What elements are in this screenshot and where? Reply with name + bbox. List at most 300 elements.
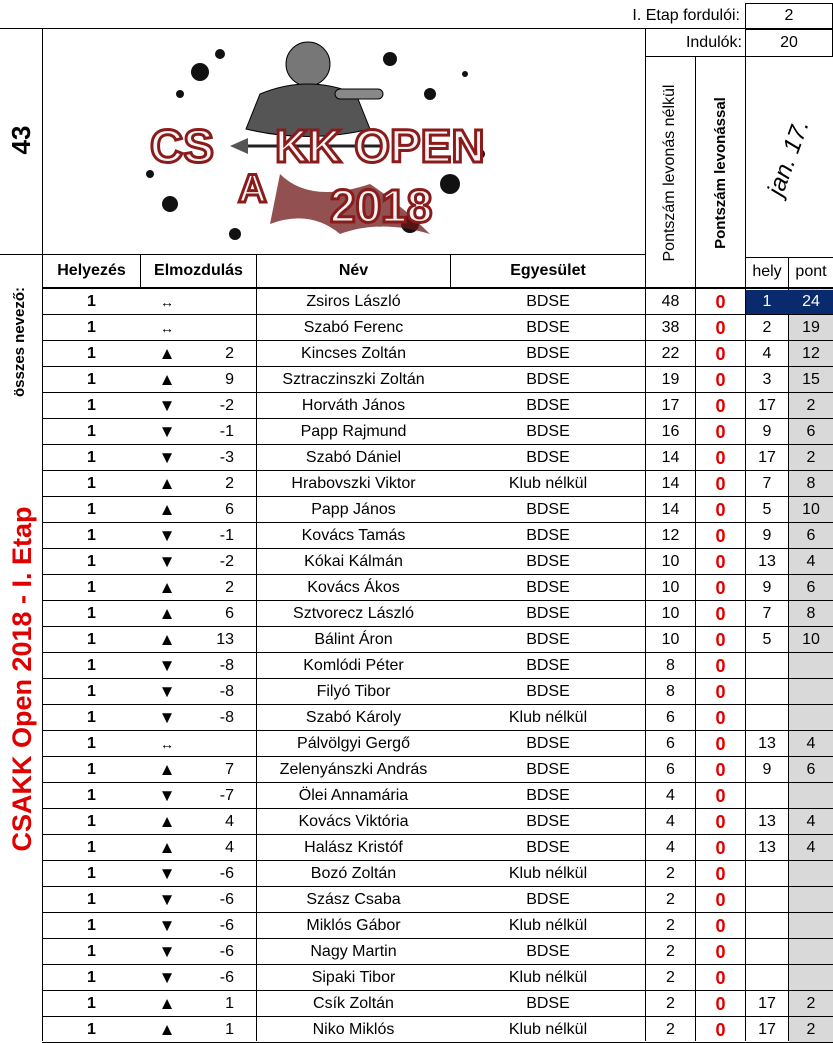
movement-arrow-icon: ▼ [158,864,176,883]
movement-arrow-icon: ▼ [158,890,176,909]
round-place: 17 [758,449,776,466]
rank-cell: 1 [87,839,96,856]
movement-arrow-icon: ▲ [158,500,176,519]
club-name: BDSE [526,683,570,700]
club-name: BDSE [526,891,570,908]
round-points: 19 [802,319,820,336]
points-with-deduction: 0 [715,577,726,598]
rank-cell: 1 [87,917,96,934]
round-points [789,861,833,887]
movement-delta: 2 [225,579,234,596]
points-with-deduction: 0 [715,967,726,988]
round-points: 2 [806,397,816,414]
movement-delta: 2 [225,475,234,492]
points-with-deduction: 0 [715,395,726,416]
header-place: hely [752,263,782,280]
divider [450,254,451,288]
movement-arrow-icon: ▼ [158,552,176,571]
club-name: Klub nélkül [508,969,588,986]
points-with-deduction: 0 [715,733,726,754]
points-with-deduction: 0 [715,603,726,624]
round-points: 4 [806,553,816,570]
movement-arrow-icon: ▲ [158,344,176,363]
player-name: Szabó Károly [305,709,402,726]
club-name: BDSE [526,761,570,778]
movement-arrow-icon: ▲ [158,474,176,493]
points-without-deduction: 14 [661,501,680,518]
rank-cell: 1 [87,449,96,466]
rounds-value: 2 [745,3,833,29]
round-points: 6 [806,579,816,596]
round-place: 17 [758,995,776,1012]
round-points: 10 [802,501,820,518]
points-with-deduction: 0 [715,369,726,390]
round-place [746,939,788,965]
points-with-deduction: 0 [715,343,726,364]
rank-cell: 1 [87,423,96,440]
round-place [746,705,788,731]
club-name: BDSE [526,605,570,622]
movement-arrow-icon: ▲ [158,630,176,649]
table-row [0,445,833,471]
round-place: 13 [758,813,776,830]
table-row [0,575,833,601]
round-points: 4 [806,735,816,752]
points-without-deduction: 2 [666,891,675,908]
round-points: 12 [802,345,820,362]
player-name: Bozó Zoltán [310,865,397,882]
movement-arrow-icon: ▲ [158,1020,176,1039]
header-points: pont [795,263,827,280]
points-with-deduction-header: Pontszám levonással [712,97,729,249]
entry-count: 43 [6,125,36,155]
points-without-deduction: 14 [661,475,680,492]
table-row [0,991,833,1017]
table-row [0,419,833,445]
table-row [0,913,833,939]
table-row [0,341,833,367]
rank-cell: 1 [87,631,96,648]
header-movement: Elmozdulás [154,262,243,279]
movement-delta: -8 [219,683,234,700]
movement-delta: 4 [225,839,234,856]
points-without-deduction: 19 [661,371,680,388]
movement-delta: 4 [225,813,234,830]
points-without-deduction: 10 [661,579,680,596]
rank-cell: 1 [87,605,96,622]
round-points [789,939,833,965]
round-points: 15 [802,371,820,388]
player-name: Filyó Tibor [316,683,391,700]
player-name: Csík Zoltán [313,995,394,1012]
player-name: Kincses Zoltán [301,345,406,362]
movement-arrow-icon: ▼ [158,786,176,805]
round-points [789,705,833,731]
movement-delta: 6 [225,501,234,518]
table-row [0,523,833,549]
table-row [0,549,833,575]
movement-delta: 1 [225,995,234,1012]
points-without-deduction: 16 [661,423,680,440]
club-name: BDSE [526,345,570,362]
points-without-deduction: 10 [661,553,680,570]
club-name: BDSE [526,839,570,856]
round-place: 9 [762,579,772,596]
points-with-deduction: 0 [715,473,726,494]
round-place: 4 [762,345,772,362]
club-name: BDSE [526,787,570,804]
table-row [0,679,833,705]
table-row [0,653,833,679]
club-name: BDSE [526,631,570,648]
round-points: 4 [806,839,816,856]
points-without-deduction: 4 [666,839,675,856]
movement-arrow-icon: ▲ [158,994,176,1013]
club-name: BDSE [526,995,570,1012]
movement-arrow-icon: ↔ [160,736,174,752]
movement-delta: 6 [225,605,234,622]
round-place: 13 [758,553,776,570]
table-row [0,1017,833,1043]
movement-delta: 9 [225,371,234,388]
table-row [0,861,833,887]
header-name: Név [338,262,369,279]
round-points: 8 [806,475,816,492]
round-points [789,965,833,991]
player-name: Miklós Gábor [306,917,401,934]
movement-arrow-icon: ▲ [158,838,176,857]
round-points: 4 [806,813,816,830]
round-place: 17 [758,1021,776,1038]
points-without-deduction: 4 [666,813,675,830]
points-with-deduction: 0 [715,941,726,962]
points-with-deduction: 0 [715,915,726,936]
points-with-deduction: 0 [715,421,726,442]
points-without-deduction: 10 [661,631,680,648]
round-place [746,679,788,705]
points-without-deduction: 2 [666,1021,675,1038]
rank-cell: 1 [87,709,96,726]
movement-delta: -1 [219,423,234,440]
movement-arrow-icon: ▼ [158,396,176,415]
movement-delta: -2 [219,397,234,414]
rank-cell: 1 [87,891,96,908]
movement-arrow-icon: ▼ [158,448,176,467]
player-name: Ölei Annamária [298,787,409,804]
player-name: Zelenyánszki András [279,761,428,778]
rank-cell: 1 [87,813,96,830]
round-place: 1 [762,293,772,310]
table-row [0,289,833,315]
rank-cell: 1 [87,293,96,310]
movement-arrow-icon: ▼ [158,526,176,545]
movement-arrow-icon: ▲ [158,604,176,623]
movement-arrow-icon: ▼ [158,968,176,987]
points-without-deduction: 2 [666,995,675,1012]
points-without-deduction: 2 [666,943,675,960]
points-with-deduction: 0 [715,785,726,806]
player-name: Sipaki Tibor [311,969,396,986]
round-points [789,679,833,705]
table-row [0,939,833,965]
movement-delta [200,731,256,757]
round-place [746,861,788,887]
rank-cell: 1 [87,943,96,960]
club-name: BDSE [526,527,570,544]
divider [645,28,646,288]
divider [0,28,833,29]
round-place: 9 [762,527,772,544]
logo-year: 2018 [330,180,433,232]
rank-cell: 1 [87,761,96,778]
club-name: BDSE [526,735,570,752]
points-without-deduction: 14 [661,449,680,466]
movement-arrow-icon: ▼ [158,422,176,441]
player-name: Bálint Áron [314,631,393,648]
divider [42,254,645,255]
movement-delta: 1 [225,1021,234,1038]
round-place: 5 [762,501,772,518]
round-place: 7 [762,605,772,622]
table-row [0,315,833,341]
points-without-deduction: 6 [666,709,675,726]
club-name: BDSE [526,579,570,596]
club-name: BDSE [526,813,570,830]
round-points: 6 [806,423,816,440]
movement-delta: -6 [219,865,234,882]
round-place [746,653,788,679]
table-row [0,601,833,627]
points-with-deduction: 0 [715,1019,726,1040]
movement-delta: -3 [219,449,234,466]
club-name: BDSE [526,657,570,674]
points-without-deduction: 6 [666,735,675,752]
round-points: 2 [806,449,816,466]
movement-arrow-icon: ▲ [158,370,176,389]
points-with-deduction: 0 [715,447,726,468]
rank-cell: 1 [87,501,96,518]
logo-graphic [130,34,510,250]
round-points: 10 [802,631,820,648]
player-name: Kovács Viktória [298,813,409,830]
table-row [0,731,833,757]
movement-delta: -6 [219,943,234,960]
divider [695,289,696,1041]
points-with-deduction: 0 [715,863,726,884]
points-without-deduction: 4 [666,787,675,804]
table-row [0,627,833,653]
rank-cell: 1 [87,787,96,804]
movement-delta [200,315,256,341]
round-place: 7 [762,475,772,492]
round-place: 3 [762,371,772,388]
points-with-deduction: 0 [715,681,726,702]
rank-cell: 1 [87,969,96,986]
player-name: Szász Csaba [306,891,401,908]
movement-delta: -8 [219,657,234,674]
movement-delta: -8 [219,709,234,726]
movement-arrow-icon: ▲ [158,812,176,831]
points-with-deduction: 0 [715,317,726,338]
round-place: 17 [758,397,776,414]
round-place: 9 [762,423,772,440]
player-name: Sztvorecz László [293,605,414,622]
table-row [0,471,833,497]
points-with-deduction: 0 [715,993,726,1014]
movement-arrow-icon: ▼ [158,942,176,961]
club-name: Klub nélkül [508,1021,588,1038]
table-row [0,783,833,809]
divider [645,289,646,1041]
points-without-deduction: 12 [661,527,680,544]
movement-delta: -1 [219,527,234,544]
player-name: Sztraczinszki Zoltán [282,371,425,388]
points-without-deduction: 10 [661,605,680,622]
rank-cell: 1 [87,527,96,544]
round-points: 24 [802,293,820,310]
player-name: Papp János [311,501,396,518]
club-name: Klub nélkül [508,865,588,882]
entrants-label: Indulók: [685,34,742,51]
round-points [789,887,833,913]
points-with-deduction: 0 [715,629,726,650]
club-name: Klub nélkül [508,709,588,726]
points-without-deduction: 6 [666,761,675,778]
points-with-deduction: 0 [715,551,726,572]
round-points: 6 [806,761,816,778]
club-name: BDSE [526,553,570,570]
points-without-deduction: 2 [666,865,675,882]
movement-arrow-icon: ▼ [158,682,176,701]
movement-delta: -6 [219,891,234,908]
points-without-deduction: 8 [666,657,675,674]
header-rank: Helyezés [57,262,126,279]
rounds-label: I. Etap fordulói: [632,7,740,24]
movement-delta: 2 [225,345,234,362]
round-place [746,887,788,913]
points-without-deduction: 2 [666,917,675,934]
player-name: Kovács Ákos [307,579,400,596]
rank-cell: 1 [87,319,96,336]
logo-kk-open: KK OPEN [275,120,485,172]
club-name: BDSE [526,397,570,414]
player-name: Kókai Kálmán [304,553,403,570]
points-without-deduction: 17 [661,397,680,414]
club-name: BDSE [526,319,570,336]
movement-arrow-icon: ▲ [158,578,176,597]
rank-cell: 1 [87,553,96,570]
round-points [789,783,833,809]
standings-table [0,289,833,1041]
round-points: 2 [806,1021,816,1038]
round-place [746,913,788,939]
divider [695,56,696,288]
player-name: Hrabovszki Viktor [291,475,416,492]
round-place: 5 [762,631,772,648]
event-title: CSAKK Open 2018 - I. Etap [7,506,37,852]
player-name: Kovács Tamás [301,527,406,544]
points-with-deduction: 0 [715,499,726,520]
round-points: 6 [806,527,816,544]
rank-cell: 1 [87,397,96,414]
movement-delta: -6 [219,917,234,934]
round-date: jan. 17. [762,116,815,200]
club-name: BDSE [526,943,570,960]
table-row [0,367,833,393]
divider [140,254,141,288]
rank-cell: 1 [87,579,96,596]
rank-cell: 1 [87,865,96,882]
round-place: 2 [762,319,772,336]
player-name: Papp Rajmund [300,423,407,440]
player-name: Niko Miklós [312,1021,395,1038]
csakk-open-logo [130,34,510,250]
player-name: Szabó Ferenc [303,319,404,336]
player-name: Nagy Martin [310,943,397,960]
player-name: Pálvölgyi Gergő [297,735,410,752]
table-row [0,835,833,861]
rank-cell: 1 [87,1021,96,1038]
points-with-deduction: 0 [715,759,726,780]
movement-delta [200,289,256,315]
table-row [0,809,833,835]
rank-cell: 1 [87,371,96,388]
logo-cs: CS [150,120,214,172]
player-name: Horváth János [301,397,406,414]
points-with-deduction: 0 [715,655,726,676]
player-name: Komlódi Péter [303,657,404,674]
points-without-deduction: 2 [666,969,675,986]
points-with-deduction: 0 [715,525,726,546]
round-place [746,965,788,991]
points-without-deduction-header: Pontszám levonás nélkül [661,84,678,262]
points-with-deduction: 0 [715,811,726,832]
entrants-value: 20 [745,29,833,57]
points-with-deduction: 0 [715,889,726,910]
date-cell [746,57,833,257]
movement-delta: -2 [219,553,234,570]
table-row [0,393,833,419]
divider [0,254,42,255]
header-club: Egyesület [510,262,586,279]
points-without-deduction: 38 [661,319,680,336]
movement-delta: -7 [219,787,234,804]
round-points: 8 [806,605,816,622]
movement-arrow-icon: ▼ [158,916,176,935]
round-place [746,783,788,809]
club-name: Klub nélkül [508,475,588,492]
round-points [789,653,833,679]
points-with-deduction: 0 [715,707,726,728]
movement-delta: 13 [216,631,234,648]
table-row [0,497,833,523]
movement-arrow-icon: ▼ [158,656,176,675]
total-entrants-label: összes nevező: [11,286,28,398]
rank-cell: 1 [87,995,96,1012]
rank-cell: 1 [87,683,96,700]
rank-cell: 1 [87,657,96,674]
round-place: 9 [762,761,772,778]
club-name: BDSE [526,423,570,440]
points-with-deduction: 0 [715,837,726,858]
club-name: BDSE [526,449,570,466]
table-row [0,887,833,913]
movement-arrow-icon: ↔ [160,320,174,336]
table-row [0,705,833,731]
table-row [0,965,833,991]
round-place: 13 [758,735,776,752]
movement-arrow-icon: ▲ [158,760,176,779]
